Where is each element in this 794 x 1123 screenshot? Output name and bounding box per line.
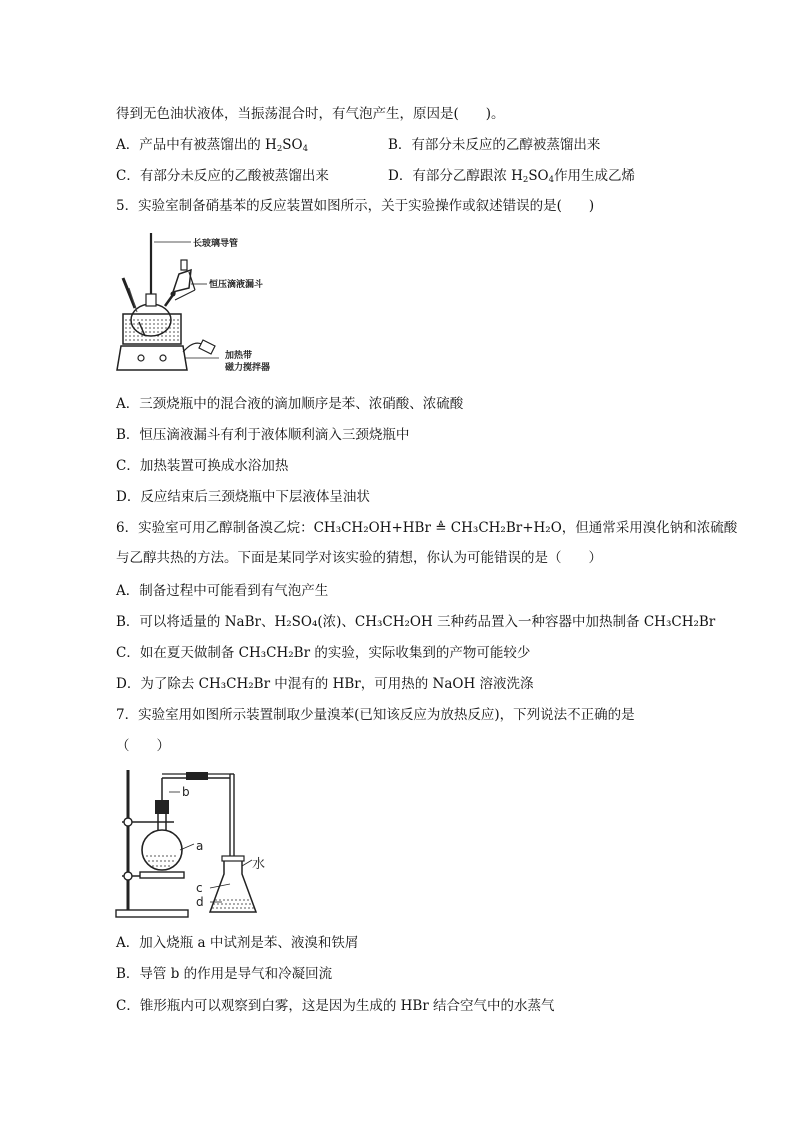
- q6-option-a: A．制备过程中可能看到有气泡产生: [116, 583, 329, 599]
- q7-option-a: A．加入烧瓶 a 中试剂是苯、液溴和铁屑: [116, 935, 359, 951]
- q7-stem-line2: （ ）: [116, 738, 170, 754]
- q4-option-b: B．有部分未反应的乙醇被蒸馏出来: [388, 137, 601, 153]
- label-pressure-funnel: 恒压滴液漏斗: [209, 280, 264, 290]
- q5-option-b: B．恒压滴液漏斗有利于液体顺利滴入三颈烧瓶中: [116, 427, 410, 443]
- label-a: a: [196, 839, 204, 853]
- q4-stem-line: 得到无色油状液体，当振荡混合时，有气泡产生，原因是( )。: [116, 106, 505, 122]
- q4-option-d: D．有部分乙醇跟浓 $H_2SO_4$作用生成乙烯: [388, 168, 636, 185]
- bromobenzene-apparatus-figure: [112, 766, 282, 922]
- label-magnetic-stirrer: 磁力搅拌器: [225, 363, 271, 373]
- label-long-glass-tube: 长玻璃导管: [193, 239, 239, 249]
- label-water: 水: [252, 857, 266, 872]
- q5-stem: 5．实验室制备硝基苯的反应装置如图所示，关于实验操作或叙述错误的是( ): [116, 198, 595, 214]
- label-c: c: [196, 881, 203, 895]
- nitrobenzene-apparatus-figure: [115, 228, 295, 376]
- q4-option-a: A．产品中有被蒸馏出的 $H_2SO_4$: [116, 137, 308, 154]
- q5-option-d: D．反应结束后三颈烧瓶中下层液体呈油状: [116, 489, 370, 505]
- q6-option-b: B．可以将适量的 NaBr、H₂SO₄(浓)、CH₃CH₂OH 三种药品置入一种容器中加热制备 CH₃CH₂Br: [116, 614, 716, 630]
- q7-option-c: C．锥形瓶内可以观察到白雾，这是因为生成的 HBr 结合空气中的水蒸气: [116, 998, 555, 1014]
- label-d: d: [196, 895, 204, 909]
- q6-option-c: C．如在夏天做制备 CH₃CH₂Br 的实验，实际收集到的产物可能较少: [116, 645, 531, 661]
- q6-stem-line2: 与乙醇共热的方法。下面是某同学对该实验的猜想，你认为可能错误的是（ ）: [116, 550, 602, 566]
- label-b: b: [182, 785, 190, 799]
- q4-option-c: C．有部分未反应的乙酸被蒸馏出来: [116, 168, 329, 184]
- q6-stem-line1: 6．实验室可用乙醇制备溴乙烷：CH₃CH₂OH+HBr ≜ CH₃CH₂Br+H₂O，但通常采用溴化钠和浓硫酸: [116, 520, 738, 536]
- q5-option-a: A．三颈烧瓶中的混合液的滴加顺序是苯、浓硝酸、浓硫酸: [116, 396, 464, 412]
- q7-stem-line1: 7．实验室用如图所示装置制取少量溴苯(已知该反应为放热反应)，下列说法不正确的是: [116, 707, 635, 723]
- q6-option-d: D．为了除去 CH₃CH₂Br 中混有的 HBr，可用热的 NaOH 溶液洗涤: [116, 676, 534, 692]
- q5-option-c: C．加热装置可换成水浴加热: [116, 458, 289, 474]
- label-heater: 加热带: [225, 351, 253, 361]
- q7-option-b: B．导管 b 的作用是导气和冷凝回流: [116, 966, 333, 982]
